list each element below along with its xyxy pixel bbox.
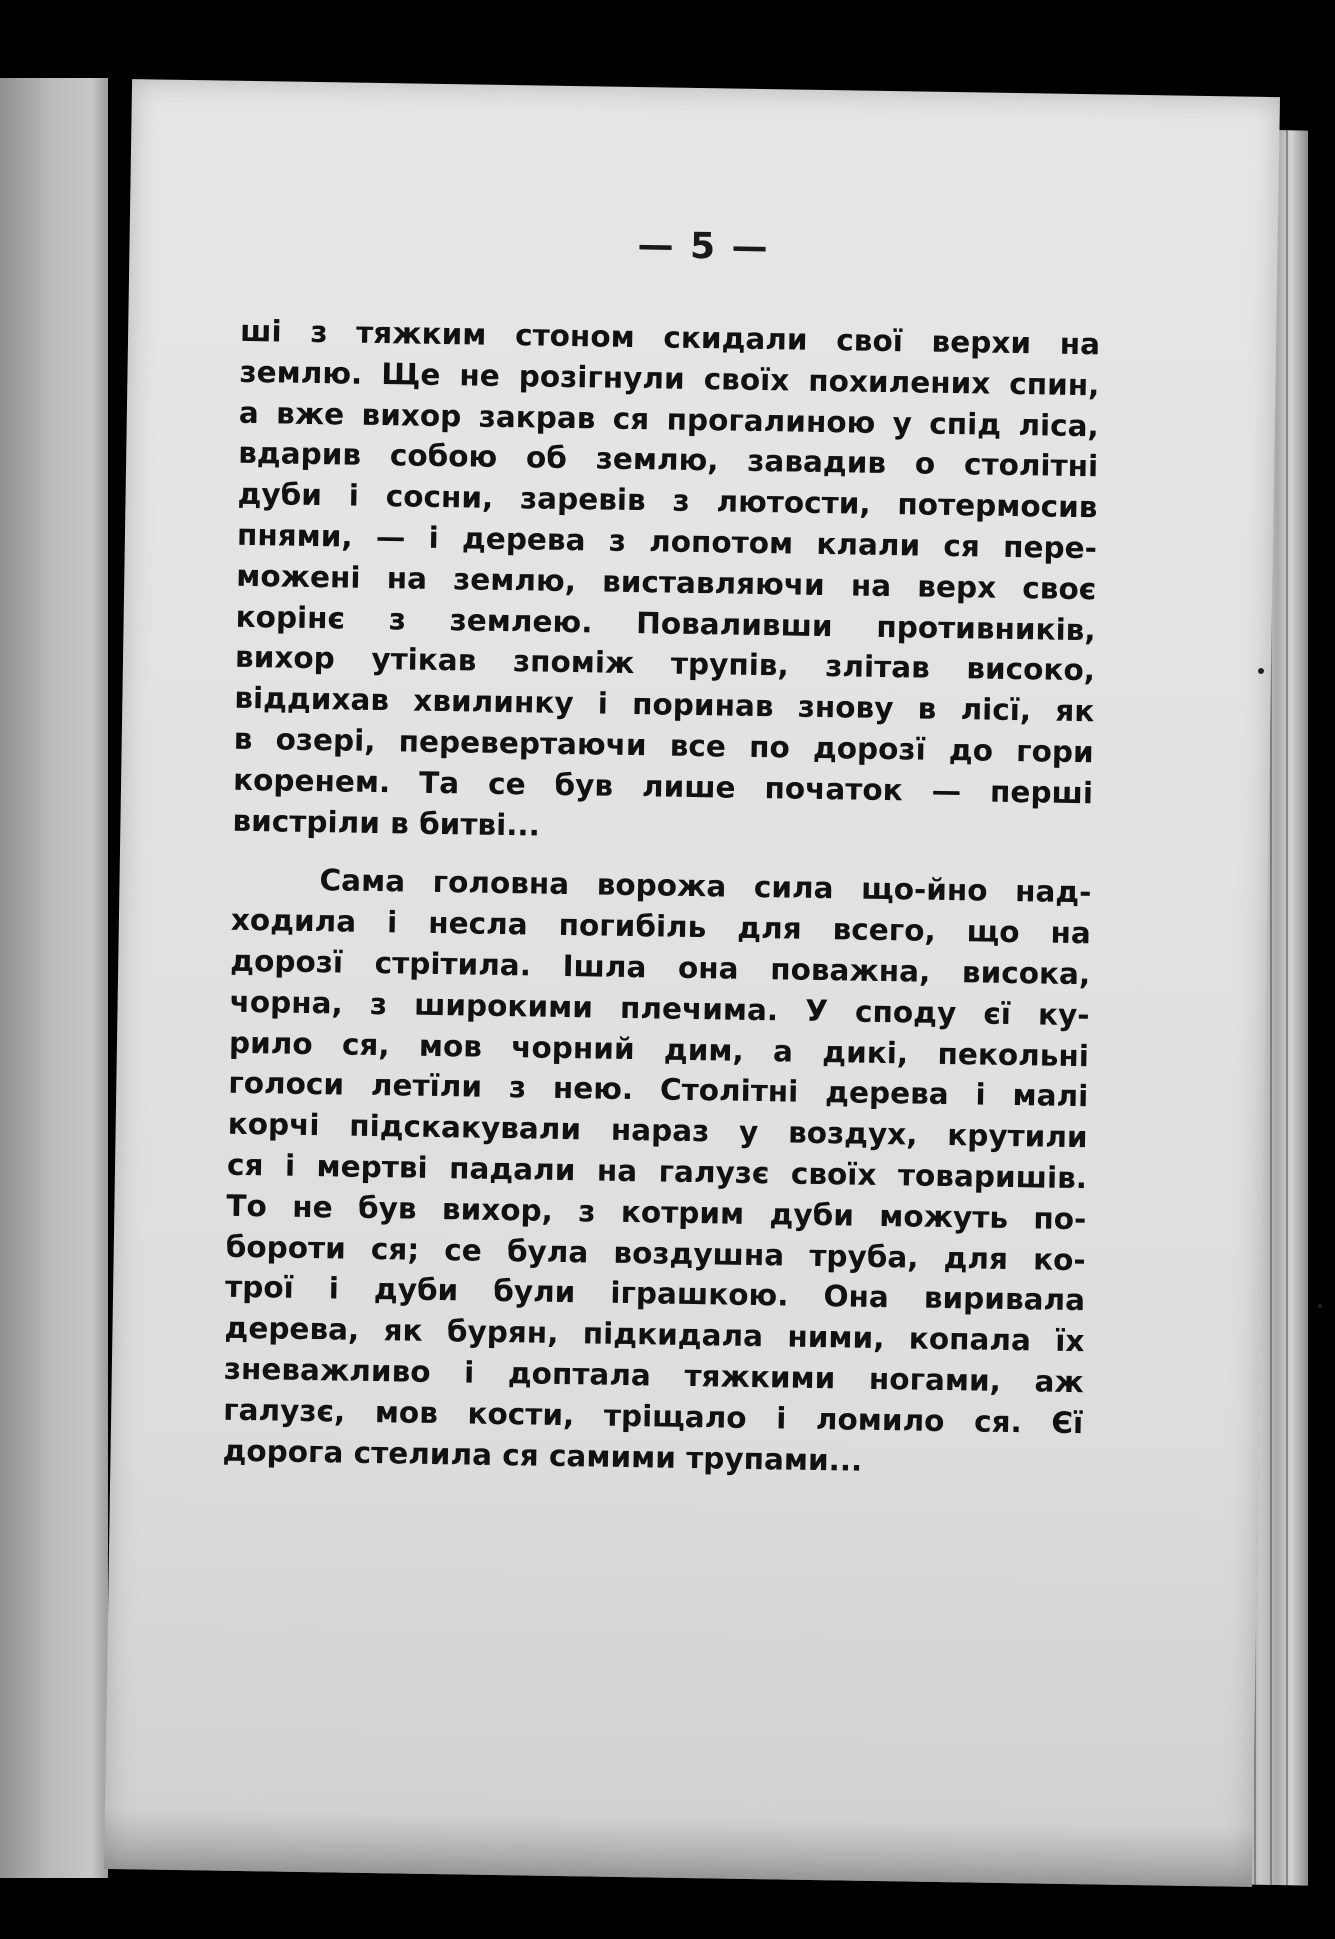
scan-speck bbox=[1258, 668, 1264, 674]
scan-speck bbox=[1318, 1304, 1322, 1308]
text-line: голоси летїли з нею. Столітні дерева і малі bbox=[228, 1066, 1089, 1114]
text-line: рило ся, мов чорний дим, а дикі, пекольні bbox=[228, 1025, 1090, 1073]
text-line: зневажливо і доптала тяжкими ногами, аж bbox=[223, 1351, 1085, 1400]
text-line: пнями, — і дерева з лопотом клали ся пере- bbox=[236, 517, 1098, 566]
page-text bbox=[222, 311, 1100, 1485]
paragraph bbox=[222, 859, 1092, 1484]
text-line: бороти ся; се була воздушна труба, для ко- bbox=[225, 1229, 1086, 1277]
paragraph bbox=[232, 311, 1100, 855]
text-line: дерева, як бурян, підкидала ними, копала їх bbox=[224, 1310, 1085, 1359]
page-number: — 5 — bbox=[637, 225, 770, 269]
text-line: ходила і несла погибіль для всего, що на bbox=[230, 902, 1092, 951]
text-line: дорога стелила ся самими трупами... bbox=[222, 1433, 863, 1478]
text-line: корінє з землею. Поваливши противників, bbox=[235, 599, 1096, 647]
page-edge-line bbox=[1286, 130, 1288, 1885]
text-line: дуби і сосни, заревів з лютости, потермосив bbox=[237, 476, 1098, 525]
book-page bbox=[104, 79, 1280, 1887]
text-line: галузє, мов кости, тріщало і ломило ся. Єї bbox=[222, 1392, 1084, 1440]
text-line: землю. Ще не розігнули своїх похилених спин, bbox=[239, 354, 1100, 403]
text-line: ші з тяжким стоном скидали свої верхи на bbox=[239, 313, 1101, 362]
text-line: вистріли в битві... bbox=[232, 803, 541, 843]
previous-page-edge bbox=[0, 78, 108, 1878]
text-line: ся і мертві падали на галузє своїх товаришів. bbox=[226, 1147, 1088, 1196]
text-line: вихор утікав зпоміж трупів, злітав високо, bbox=[234, 640, 1096, 688]
text-line: Сама головна ворожа сила що-йно над- bbox=[319, 863, 1092, 910]
text-line: можені на землю, виставляючи на верх своє bbox=[236, 558, 1097, 607]
text-line: дорозї стрітила. Ішла она поважна, висока, bbox=[230, 943, 1091, 992]
text-line: чорна, з широкими плечима. У споду єї ку- bbox=[229, 984, 1090, 1032]
text-line: трої і дуби були іграшкою. Она виривала bbox=[224, 1270, 1086, 1318]
text-line: в озері, перевертаючи все по дорозї до гори bbox=[233, 721, 1094, 770]
text-line: вдарив собою об землю, завадив о столітні bbox=[237, 436, 1099, 484]
page-shadow bbox=[104, 1809, 1253, 1887]
text-line: корчі підскакували нараз у воздух, крутили bbox=[227, 1106, 1088, 1155]
text-line: а вже вихор закрав ся прогалиною у спід ліса, bbox=[238, 395, 1100, 443]
text-line: коренем. Та се був лише початок — перші bbox=[232, 762, 1094, 811]
text-line: То не був вихор, з котрим дуби можуть по- bbox=[226, 1188, 1087, 1236]
text-line: віддихав хвилинку і поринав знову в лісї, як bbox=[234, 680, 1095, 729]
